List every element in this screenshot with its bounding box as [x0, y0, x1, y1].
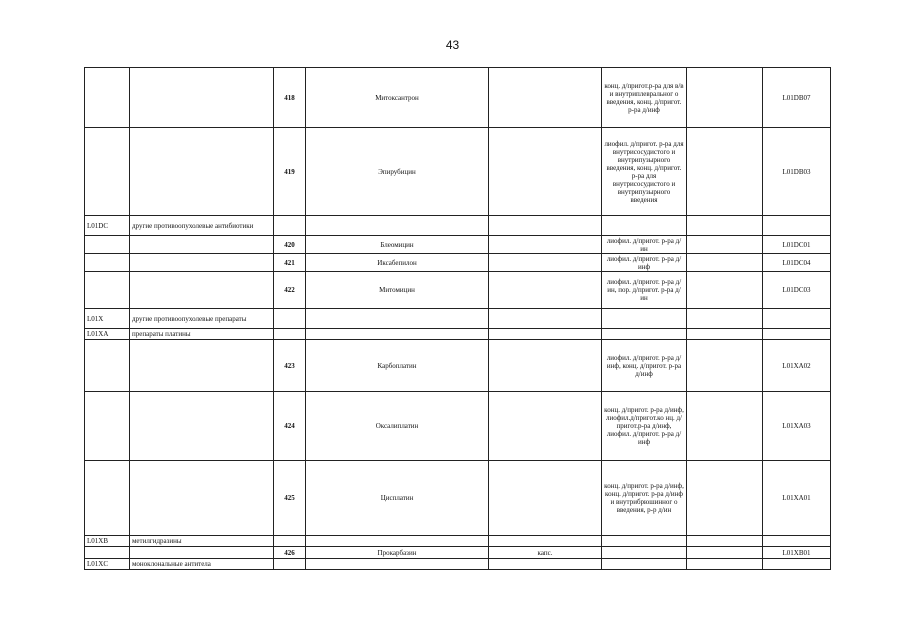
table-row: [85, 68, 831, 128]
cell-group: другие противоопухолевые препараты: [130, 309, 274, 329]
cell-num: [274, 559, 306, 570]
cell-cond: [489, 329, 602, 340]
cell-cond: капс.: [489, 547, 602, 559]
cell-num: 426: [274, 547, 306, 559]
cell-name: Цисплатин: [306, 461, 489, 536]
table-row: [85, 329, 831, 340]
cell-cond: [489, 559, 602, 570]
cell-code: L01X: [85, 309, 130, 329]
empty-cell: [687, 461, 763, 536]
drug-list-table: [84, 67, 831, 570]
table-row: [85, 128, 831, 216]
empty-cell: [687, 340, 763, 392]
empty-cell: [687, 68, 763, 128]
cell-name: Митомицин: [306, 272, 489, 309]
cell-group: метилгидразины: [130, 536, 274, 547]
cell-atc: L01XB01: [763, 547, 831, 559]
cell-code: L01DC: [85, 216, 130, 236]
cell-num: 421: [274, 254, 306, 272]
cell-code: L01XB: [85, 536, 130, 547]
table-row: [85, 340, 831, 392]
cell-group: другие противоопухолевые антибиотики: [130, 216, 274, 236]
cell-name: Иксабепилон: [306, 254, 489, 272]
cell-code: [85, 461, 130, 536]
empty-cell: [687, 254, 763, 272]
table-row: [85, 254, 831, 272]
cell-cond: [489, 236, 602, 254]
cell-group: [130, 340, 274, 392]
cell-num: 423: [274, 340, 306, 392]
cell-atc: L01DC01: [763, 236, 831, 254]
cell-group: [130, 128, 274, 216]
cell-num: [274, 329, 306, 340]
cell-atc: [763, 216, 831, 236]
cell-num: 419: [274, 128, 306, 216]
table-body: [85, 68, 831, 570]
table-row: [85, 216, 831, 236]
cell-atc: L01DC04: [763, 254, 831, 272]
cell-num: 425: [274, 461, 306, 536]
cell-name: [306, 536, 489, 547]
cell-group: препараты платины: [130, 329, 274, 340]
cell-atc: L01XA01: [763, 461, 831, 536]
cell-code: [85, 128, 130, 216]
empty-cell: [687, 392, 763, 461]
cell-code: [85, 547, 130, 559]
cell-name: [306, 309, 489, 329]
cell-cond: [489, 392, 602, 461]
cell-name: Прокарбазин: [306, 547, 489, 559]
cell-form: [602, 309, 687, 329]
cell-name: Эпирубицин: [306, 128, 489, 216]
cell-name: [306, 329, 489, 340]
cell-group: [130, 254, 274, 272]
table-row: [85, 272, 831, 309]
empty-cell: [687, 536, 763, 547]
cell-atc: [763, 329, 831, 340]
cell-cond: [489, 68, 602, 128]
cell-cond: [489, 272, 602, 309]
cell-cond: [489, 461, 602, 536]
cell-form: лиофил. д/пригот. р-ра д/инф: [602, 254, 687, 272]
cell-cond: [489, 536, 602, 547]
cell-cond: [489, 340, 602, 392]
empty-cell: [687, 236, 763, 254]
cell-form: лиофил. д/пригот. р-ра д/инф, конц. д/пригот. р-ра д/инф: [602, 340, 687, 392]
cell-form: [602, 559, 687, 570]
table-row: [85, 236, 831, 254]
cell-group: [130, 547, 274, 559]
cell-atc: L01XA02: [763, 340, 831, 392]
cell-num: 424: [274, 392, 306, 461]
table-row: [85, 559, 831, 570]
cell-form: [602, 329, 687, 340]
cell-group: [130, 272, 274, 309]
cell-atc: L01DC03: [763, 272, 831, 309]
cell-form: конц. д/пригот. р-ра д/инф, конц. д/пригот. р-ра д/инф и внутрибрюшинног о введения, р-р д/ин: [602, 461, 687, 536]
cell-name: Карбоплатин: [306, 340, 489, 392]
table-row: [85, 536, 831, 547]
cell-num: 422: [274, 272, 306, 309]
cell-group: [130, 392, 274, 461]
table-row: [85, 461, 831, 536]
cell-name: Оксалиплатин: [306, 392, 489, 461]
table-row: [85, 392, 831, 461]
page-number: 43: [445, 38, 460, 52]
cell-form: лиофил. д/пригот. р-ра для внутрисосудистого и внутрипузырного введения, конц. д/пригот. р-ра для внутрисосудистого и внутрипузырного введения: [602, 128, 687, 216]
empty-cell: [687, 128, 763, 216]
empty-cell: [687, 216, 763, 236]
cell-atc: L01DB03: [763, 128, 831, 216]
cell-code: [85, 392, 130, 461]
empty-cell: [687, 309, 763, 329]
cell-num: [274, 216, 306, 236]
cell-cond: [489, 254, 602, 272]
cell-atc: L01XA03: [763, 392, 831, 461]
cell-form: лиофил. д/пригот. р-ра д/ин, пор. д/пригот. р-ра д/ин: [602, 272, 687, 309]
cell-code: [85, 272, 130, 309]
cell-form: [602, 216, 687, 236]
cell-cond: [489, 216, 602, 236]
cell-name: Митоксантрон: [306, 68, 489, 128]
cell-code: L01XC: [85, 559, 130, 570]
cell-name: [306, 559, 489, 570]
cell-cond: [489, 128, 602, 216]
cell-name: [306, 216, 489, 236]
cell-code: L01XA: [85, 329, 130, 340]
cell-atc: [763, 536, 831, 547]
cell-form: конц. д/пригот.р-ра для в/в и внутриплевральног о введения, конц. д/пригот. р-ра д/инф: [602, 68, 687, 128]
cell-atc: [763, 559, 831, 570]
cell-cond: [489, 309, 602, 329]
cell-form: конц. д/пригот. р-ра д/инф, лиофил.д/пригот.ко нц. д/пригот.р-ра д/инф, лиофил. д/пригот. р-ра д/инф: [602, 392, 687, 461]
cell-code: [85, 68, 130, 128]
cell-code: [85, 236, 130, 254]
cell-name: Блеомицин: [306, 236, 489, 254]
cell-code: [85, 340, 130, 392]
cell-form: [602, 536, 687, 547]
empty-cell: [687, 559, 763, 570]
cell-atc: L01DB07: [763, 68, 831, 128]
cell-code: [85, 254, 130, 272]
cell-group: [130, 236, 274, 254]
cell-atc: [763, 309, 831, 329]
cell-group: [130, 461, 274, 536]
cell-group: [130, 68, 274, 128]
table-row: [85, 547, 831, 559]
cell-num: [274, 536, 306, 547]
cell-num: 420: [274, 236, 306, 254]
empty-cell: [687, 547, 763, 559]
cell-form: [602, 547, 687, 559]
empty-cell: [687, 329, 763, 340]
table-row: [85, 309, 831, 329]
cell-group: моноклональные антитела: [130, 559, 274, 570]
cell-form: лиофил. д/пригот. р-ра д/ин: [602, 236, 687, 254]
empty-cell: [687, 272, 763, 309]
cell-num: [274, 309, 306, 329]
cell-num: 418: [274, 68, 306, 128]
